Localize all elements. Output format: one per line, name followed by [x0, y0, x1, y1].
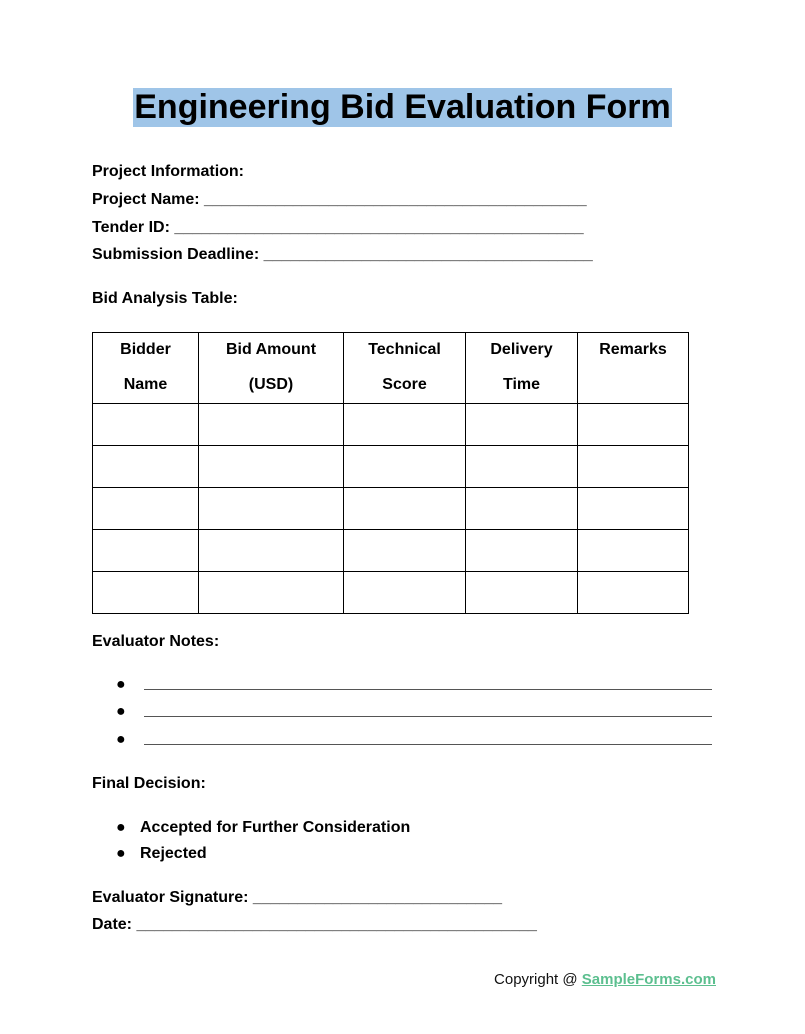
table-row	[93, 488, 689, 530]
column-header-text: (USD)	[248, 376, 294, 393]
column-header-delivery-time	[466, 333, 578, 404]
note-item	[116, 730, 716, 750]
table-cell[interactable]	[93, 488, 199, 530]
table-row	[93, 530, 689, 572]
table-row	[93, 404, 689, 446]
bullet-icon: ●	[116, 819, 126, 836]
column-header-text: Bid Amount	[225, 341, 317, 358]
column-header-text: Time	[502, 376, 541, 393]
date-field[interactable]: Date: _____________________________________________	[92, 916, 537, 933]
table-cell[interactable]	[93, 530, 199, 572]
column-header-text: Name	[123, 376, 168, 393]
table-cell[interactable]	[344, 446, 466, 488]
final-decision-heading: Final Decision:	[92, 775, 206, 792]
table-cell[interactable]	[344, 488, 466, 530]
table-cell[interactable]	[578, 488, 689, 530]
decision-option-label: Rejected	[140, 845, 207, 862]
decision-option-accepted[interactable]	[116, 818, 716, 838]
table-row	[93, 446, 689, 488]
column-header-bidder-name	[93, 333, 199, 404]
table-cell[interactable]	[578, 404, 689, 446]
note-item	[116, 675, 716, 695]
decision-option-rejected[interactable]	[116, 844, 716, 864]
column-header-text: Bidder	[120, 341, 171, 358]
bullet-icon: ●	[116, 731, 126, 748]
table-header-row	[93, 333, 689, 404]
bullet-icon: ●	[116, 845, 126, 862]
column-header-technical-score	[344, 333, 466, 404]
table-cell[interactable]	[466, 530, 578, 572]
evaluator-notes-heading: Evaluator Notes:	[92, 633, 220, 650]
table-cell[interactable]	[466, 446, 578, 488]
table-cell[interactable]	[199, 446, 344, 488]
bullet-icon: ●	[116, 703, 126, 720]
table-cell[interactable]	[466, 572, 578, 614]
table-cell[interactable]	[199, 572, 344, 614]
submission-deadline-field[interactable]: Submission Deadline: _____________________________________	[92, 246, 593, 263]
table-cell[interactable]	[578, 530, 689, 572]
table-row	[93, 572, 689, 614]
table-cell[interactable]	[199, 404, 344, 446]
brand-link[interactable]: SampleForms.com	[581, 971, 716, 988]
column-header-text: Remarks	[599, 341, 667, 358]
table-cell[interactable]	[344, 572, 466, 614]
column-header-text: Delivery	[490, 341, 553, 358]
bullet-icon: ●	[116, 676, 126, 693]
tender-id-field[interactable]: Tender ID: ______________________________________________	[92, 219, 584, 236]
table-cell[interactable]	[578, 572, 689, 614]
copyright-footer	[494, 970, 716, 990]
note-item	[116, 702, 716, 722]
table-cell[interactable]	[93, 572, 199, 614]
decision-option-label: Accepted for Further Consideration	[140, 819, 411, 836]
table-cell[interactable]	[344, 404, 466, 446]
note-blank-line[interactable]	[144, 716, 712, 717]
table-cell[interactable]	[93, 404, 199, 446]
table-cell[interactable]	[466, 404, 578, 446]
note-blank-line[interactable]	[144, 689, 712, 690]
column-header-bid-amount	[199, 333, 344, 404]
table-cell[interactable]	[199, 530, 344, 572]
title-container	[0, 88, 805, 127]
table-cell[interactable]	[93, 446, 199, 488]
table-cell[interactable]	[344, 530, 466, 572]
bid-analysis-table	[92, 332, 689, 614]
column-header-text: Score	[382, 376, 427, 393]
table-cell[interactable]	[578, 446, 689, 488]
copyright-text: Copyright @	[494, 971, 582, 988]
bid-analysis-heading: Bid Analysis Table:	[92, 290, 238, 307]
note-blank-line[interactable]	[144, 744, 712, 745]
project-name-field[interactable]: Project Name: ___________________________________________	[92, 191, 587, 208]
table-cell[interactable]	[199, 488, 344, 530]
project-info-heading: Project Information:	[92, 163, 245, 180]
table-cell[interactable]	[466, 488, 578, 530]
page-title: Engineering Bid Evaluation Form	[134, 88, 671, 126]
evaluator-signature-field[interactable]: Evaluator Signature: ____________________________	[92, 889, 503, 906]
column-header-remarks	[578, 333, 689, 404]
column-header-text: Technical	[368, 341, 441, 358]
